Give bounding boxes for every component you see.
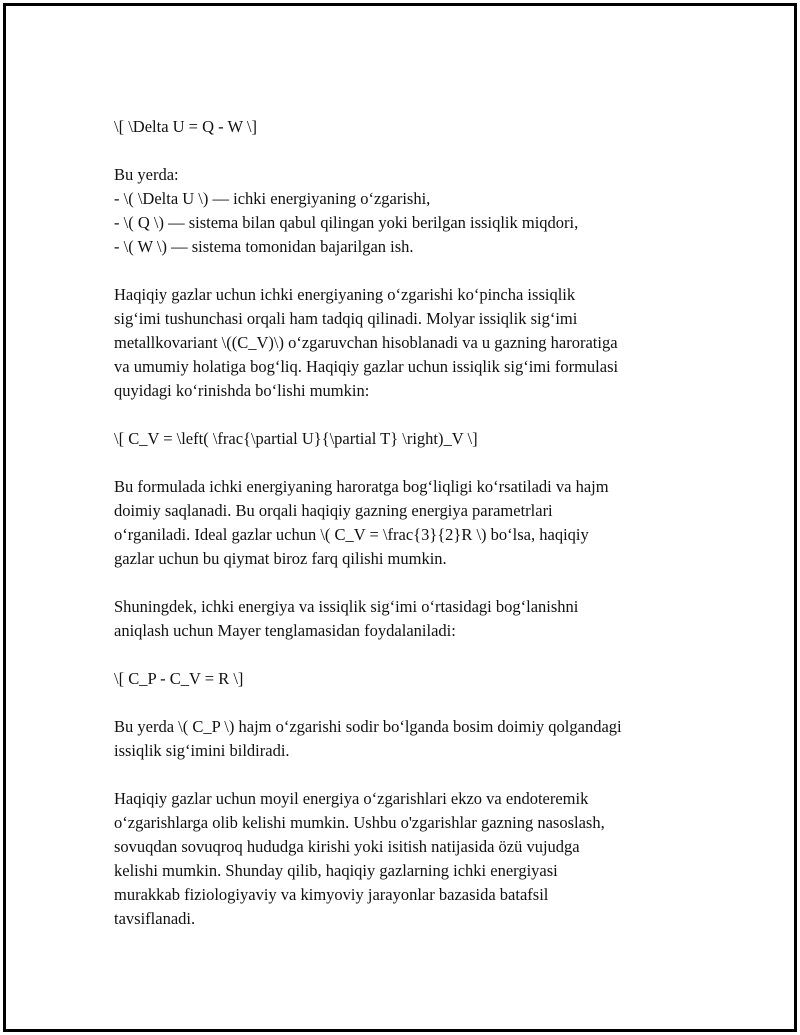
paragraph-line: Haqiqiy gazlar uchun ichki energiyaning o‘zgarishi ko‘pincha issiqlik bbox=[114, 285, 576, 304]
paragraph-line: murakkab fiziologiyaviy va kimyoviy jarayonlar bazasida batafsil bbox=[114, 885, 549, 904]
paragraph-line: issiqlik sig‘imini bildiradi. bbox=[114, 741, 290, 760]
list-item: - \( W \) — sistema tomonidan bajarilgan ish. bbox=[114, 237, 414, 256]
paragraph-line: Haqiqiy gazlar uchun moyil energiya o‘zgarishlari ekzo va endoteremik bbox=[114, 789, 589, 808]
formula-internal-energy: \[ \Delta U = Q - W \] bbox=[114, 117, 257, 136]
spacer bbox=[114, 451, 694, 475]
paragraph-line: aniqlash uchun Mayer tenglamasidan foydalaniladi: bbox=[114, 621, 456, 640]
spacer bbox=[114, 139, 694, 163]
spacer bbox=[114, 763, 694, 787]
spacer bbox=[114, 691, 694, 715]
paragraph-line: quyidagi ko‘rinishda bo‘lishi mumkin: bbox=[114, 381, 370, 400]
paragraph-line: o‘rganiladi. Ideal gazlar uchun \( C_V = \frac{3}{2}R \) bo‘lsa, haqiqiy bbox=[114, 525, 589, 544]
spacer bbox=[114, 403, 694, 427]
paragraph-line: doimiy saqlanadi. Bu orqali haqiqiy gazning energiya parametrlari bbox=[114, 501, 553, 520]
paragraph-line: o‘zgarishlarga olib kelishi mumkin. Ushbu o'zgarishlar gazning nasoslash, bbox=[114, 813, 605, 832]
formula-mayer: \[ C_P - C_V = R \] bbox=[114, 669, 244, 688]
spacer bbox=[114, 643, 694, 667]
paragraph-line: kelishi mumkin. Shunday qilib, haqiqiy gazlarning ichki energiyasi bbox=[114, 861, 558, 880]
paragraph-line: metallkovariant \((C_V)\) o‘zgaruvchan hisoblanadi va u gazning haroratiga bbox=[114, 333, 618, 352]
formula-heat-capacity: \[ C_V = \left( \frac{\partial U}{\partial T} \right)_V \] bbox=[114, 429, 478, 448]
document-body bbox=[114, 115, 694, 931]
list-intro: Bu yerda: bbox=[114, 165, 179, 184]
paragraph-line: Shuningdek, ichki energiya va issiqlik sig‘imi o‘rtasidagi bog‘lanishni bbox=[114, 597, 579, 616]
spacer bbox=[114, 259, 694, 283]
paragraph-line: va umumiy holatiga bog‘liq. Haqiqiy gazlar uchun issiqlik sig‘imi formulasi bbox=[114, 357, 619, 376]
paragraph-line: Bu formulada ichki energiyaning haroratga bog‘liqligi ko‘rsatiladi va hajm bbox=[114, 477, 609, 496]
paragraph-line: sovuqdan sovuqroq hududga kirishi yoki isitish natijasida özü vujudga bbox=[114, 837, 580, 856]
paragraph-line: tavsiflanadi. bbox=[114, 909, 196, 928]
list-item: - \( \Delta U \) — ichki energiyaning o‘zgarishi, bbox=[114, 189, 431, 208]
paragraph-line: gazlar uchun bu qiymat biroz farq qilishi mumkin. bbox=[114, 549, 447, 568]
spacer bbox=[114, 571, 694, 595]
list-item: - \( Q \) — sistema bilan qabul qilingan yoki berilgan issiqlik miqdori, bbox=[114, 213, 579, 232]
paragraph-line: Bu yerda \( C_P \) hajm o‘zgarishi sodir bo‘lganda bosim doimiy qolgandagi bbox=[114, 717, 622, 736]
paragraph-line: sig‘imi tushunchasi orqali ham tadqiq qilinadi. Molyar issiqlik sig‘imi bbox=[114, 309, 578, 328]
